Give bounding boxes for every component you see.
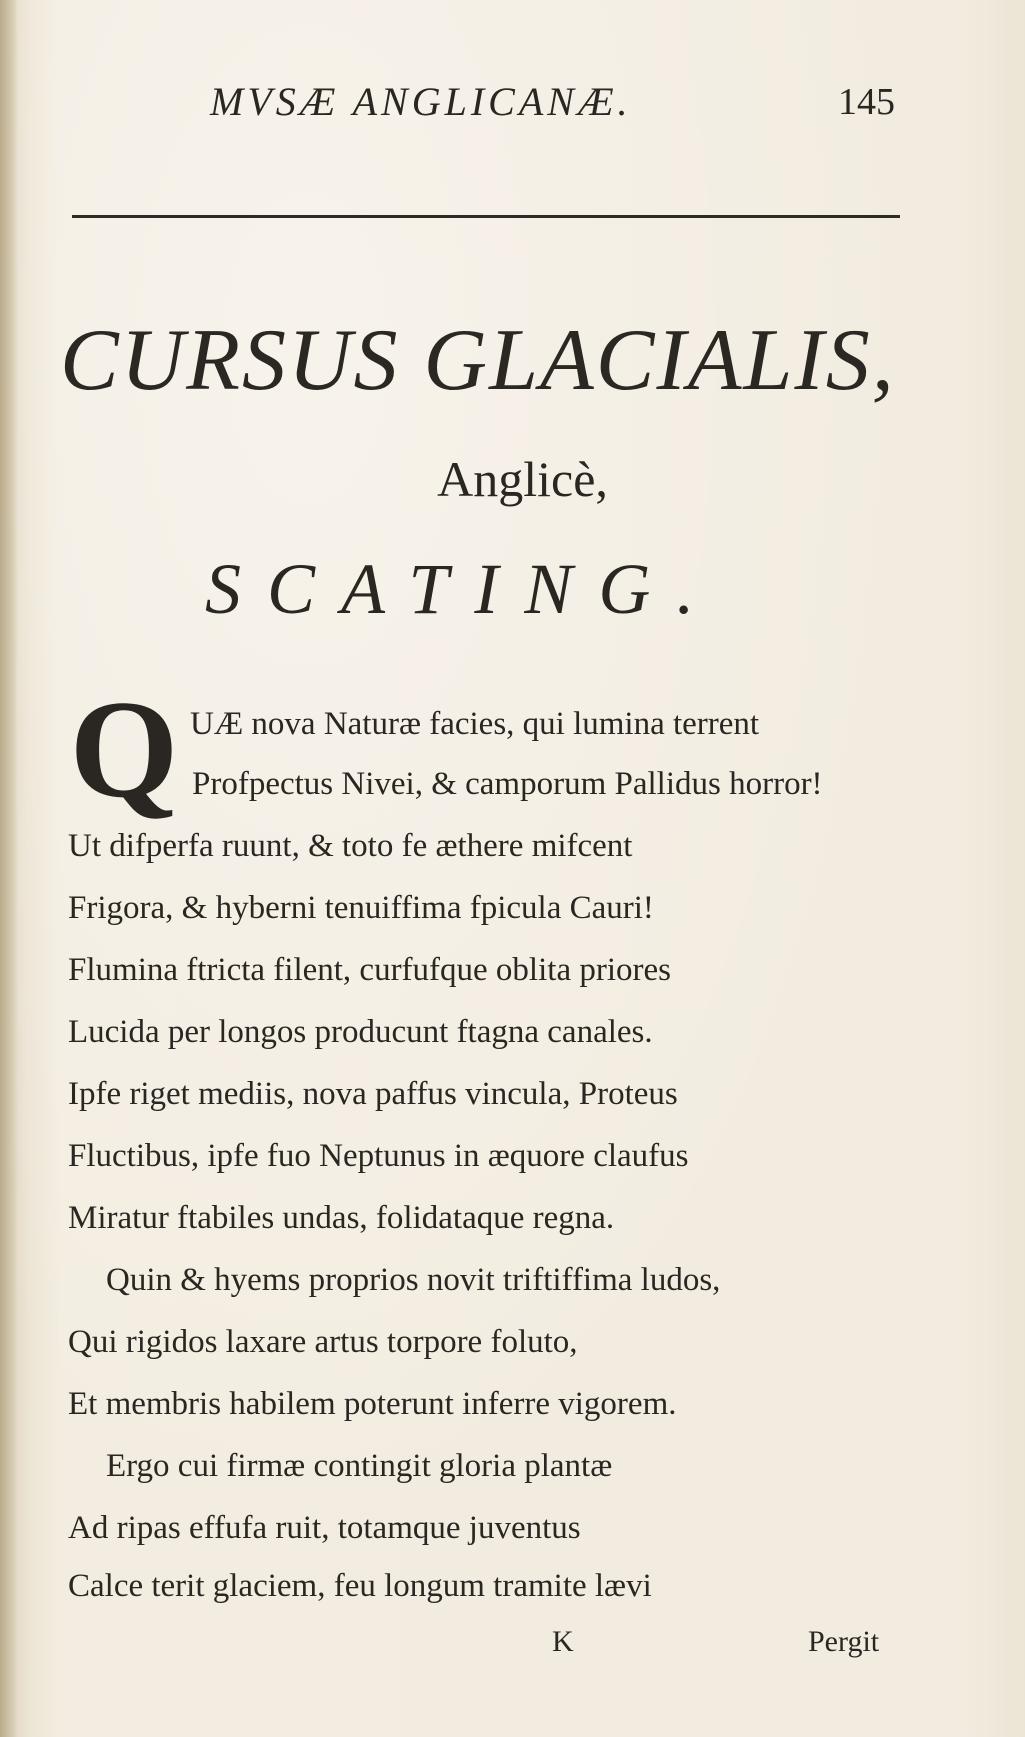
- verse-line: UÆ nova Naturæ facies, qui lumina terrent: [190, 706, 760, 742]
- verse-line: Fluctibus, ipfe fuo Neptunus in æquore claufus: [68, 1138, 689, 1174]
- page-gutter: [0, 0, 18, 1737]
- catchword: Pergit: [808, 1625, 880, 1658]
- verse-line: Qui rigidos laxare artus torpore foluto,: [68, 1324, 578, 1360]
- verse-line: Calce terit glaciem, feu longum tramite lævi: [68, 1568, 652, 1604]
- verse-line: Frigora, & hyberni tenuiffima fpicula Cauri!: [68, 890, 654, 926]
- verse-line: Ergo cui firmæ contingit gloria plantæ: [106, 1448, 613, 1484]
- verse-line: Et membris habilem poterunt inferre vigorem.: [68, 1386, 677, 1422]
- running-head: [0, 78, 1025, 128]
- verse-line: Ipfe riget mediis, nova paffus vincula, Proteus: [68, 1076, 678, 1112]
- verse-line: Miratur ftabiles undas, folidataque regna.: [68, 1200, 615, 1236]
- running-title: MVSÆ ANGLICANÆ.: [210, 79, 632, 124]
- verse-line: Profpectus Nivei, & camporum Pallidus horror!: [192, 766, 823, 802]
- verse-line: Flumina ftricta filent, curfufque oblita priores: [68, 952, 671, 988]
- verse-line: Quin & hyems proprios novit triftiffima ludos,: [106, 1262, 721, 1298]
- header-rule: [72, 215, 900, 218]
- page-number: 145: [838, 81, 895, 123]
- verse-line: Lucida per longos producunt ftagna canales.: [68, 1014, 653, 1050]
- verse-line: Ad ripas effufa ruit, totamque juventus: [68, 1510, 581, 1546]
- verse-line: Ut difperfa ruunt, & toto fe æthere mifcent: [68, 828, 633, 864]
- signature-mark: K: [552, 1625, 574, 1658]
- poem-subtitle: Anglicè,: [437, 451, 608, 507]
- poem-title-english: SCATING.: [205, 549, 721, 629]
- drop-cap: Q: [69, 672, 179, 827]
- poem-title: CURSUS GLACIALIS,: [60, 312, 896, 409]
